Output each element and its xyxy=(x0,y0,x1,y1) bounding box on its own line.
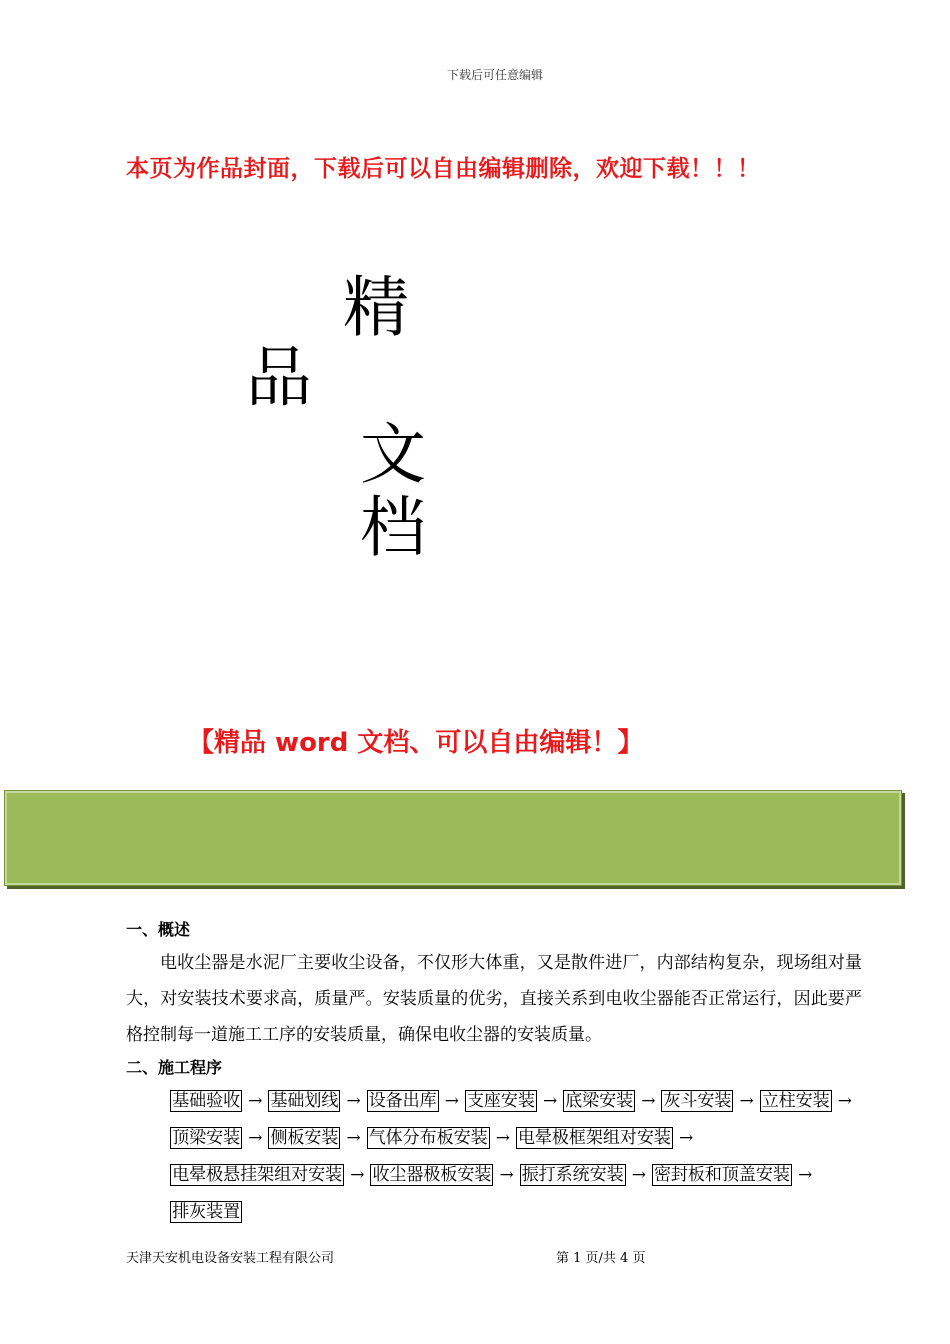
document-body xyxy=(126,915,862,1231)
arrow-right-icon: → xyxy=(495,1128,510,1148)
cover-title-char-2: 品 xyxy=(246,339,312,416)
cover-title-char-3: 文 xyxy=(360,416,426,493)
cover-notice: 本页为作品封面，下载后可以自由编辑删除，欢迎下载！！！ xyxy=(126,156,761,182)
arrow-right-icon: → xyxy=(346,1091,361,1111)
arrow-right-icon: → xyxy=(678,1128,694,1148)
arrow-right-icon: → xyxy=(444,1091,459,1111)
arrow-right-icon: → xyxy=(739,1091,754,1111)
arrow-right-icon: → xyxy=(248,1091,263,1111)
arrow-right-icon: → xyxy=(641,1091,656,1111)
page-header: 下载后可任意编辑 xyxy=(446,68,543,82)
procedure-step: 立柱安装 xyxy=(761,1091,830,1111)
arrow-right-icon: → xyxy=(542,1091,558,1111)
cover-title-char-4: 档 xyxy=(360,489,426,566)
procedure-step: 电晕极框架组对安装 xyxy=(517,1128,671,1148)
procedure-step: 收尘器极板安装 xyxy=(372,1165,492,1185)
arrow-right-icon: → xyxy=(350,1165,365,1185)
cover-title-char-1: 精 xyxy=(343,269,409,346)
procedure-step: 支座安装 xyxy=(466,1091,535,1111)
arrow-right-icon: → xyxy=(346,1128,361,1148)
procedure-step: 基础验收 xyxy=(172,1091,241,1111)
procedure-step: 设备出库 xyxy=(368,1091,437,1111)
arrow-right-icon: → xyxy=(248,1128,263,1148)
section-heading-overview: 一、概述 xyxy=(126,920,191,939)
footer-company: 天津天安机电设备安装工程有限公司 xyxy=(126,1251,335,1266)
overview-paragraph: 电收尘器是水泥厂主要收尘设备，不仅形大体重，又是散件进厂，内部结构复杂，现场组对量大，对安装技术要求高，质量严。安装质量的优劣，直接关系到电收尘器能否正常运行，因此要严格控制每一道施工工序的安装质量，确保电收尘器的安装质量。 xyxy=(126,953,862,1045)
footer-page-number: 第 1 页/共 4 页 xyxy=(556,1251,646,1266)
procedure-step: 底梁安装 xyxy=(565,1091,634,1111)
arrow-right-icon: → xyxy=(837,1091,852,1111)
procedure-step: 密封板和顶盖安装 xyxy=(653,1165,790,1185)
procedure-step: 振打系统安装 xyxy=(521,1165,624,1185)
procedure-step: 顶梁安装 xyxy=(172,1128,241,1148)
procedure-step: 电晕极悬挂架组对安装 xyxy=(172,1165,343,1185)
procedure-step: 灰斗安装 xyxy=(663,1091,732,1111)
procedure-step: 基础划线 xyxy=(270,1091,339,1111)
arrow-right-icon: → xyxy=(797,1165,813,1185)
arrow-right-icon: → xyxy=(631,1165,646,1185)
procedure-step: 侧板安装 xyxy=(270,1128,339,1148)
cover-tagline: 【精品 word 文档、可以自由编辑！】 xyxy=(188,728,644,758)
procedure-step: 气体分布板安装 xyxy=(368,1128,488,1148)
procedure-step: 排灰装置 xyxy=(172,1202,241,1222)
arrow-right-icon: → xyxy=(499,1165,514,1185)
green-banner xyxy=(4,790,902,886)
section-heading-procedure: 二、施工程序 xyxy=(126,1058,223,1077)
procedure-flow xyxy=(126,1083,862,1231)
